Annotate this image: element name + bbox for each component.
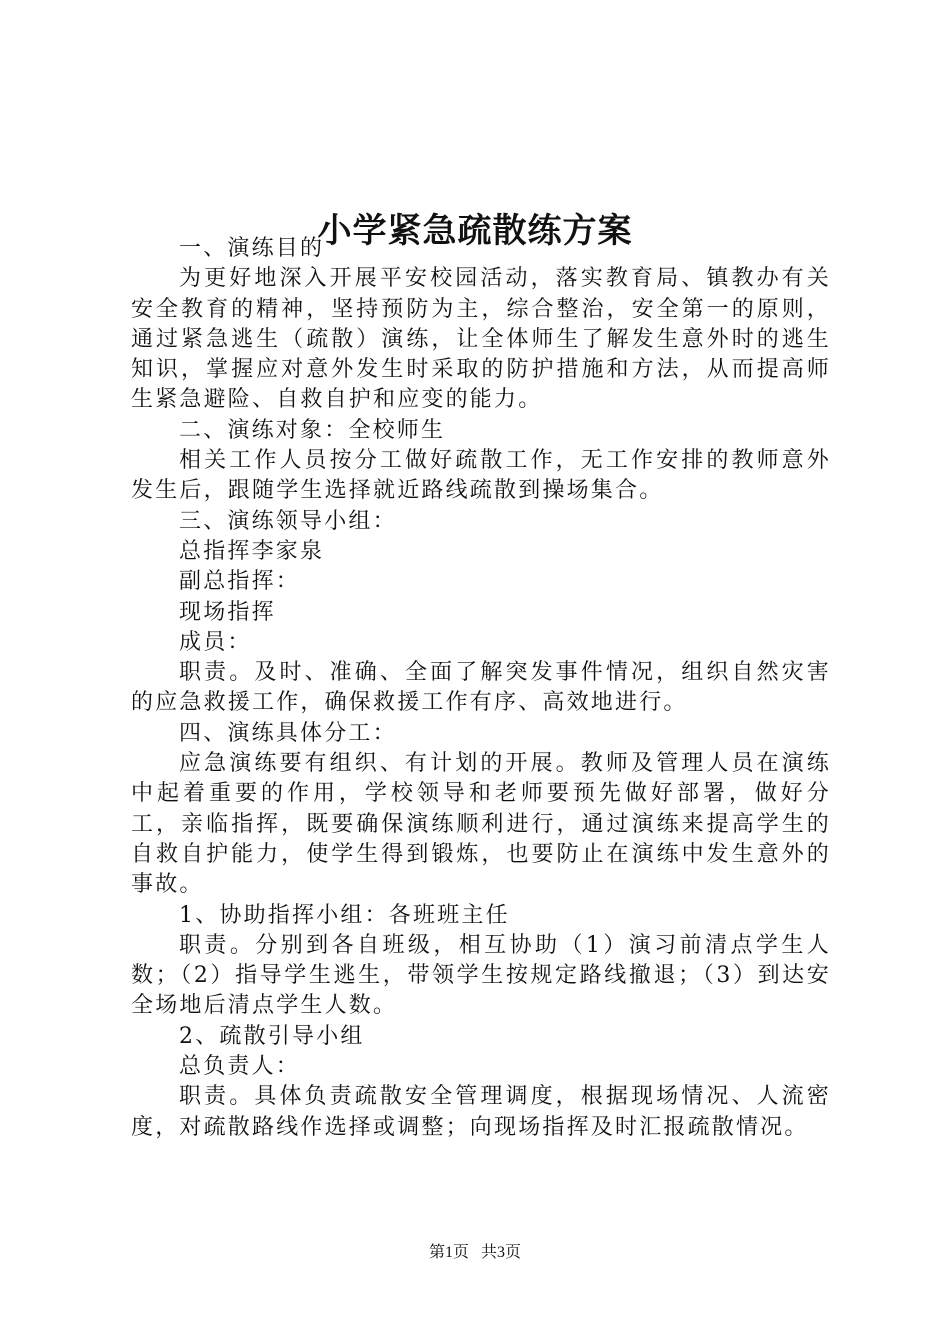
page-title: 小学紧急疏散练方案 [317, 210, 633, 251]
section-heading-leadership: 三、演练领导小组： [179, 508, 397, 534]
guide-lead: 总负责人： [179, 1054, 301, 1080]
leadership-deputy: 副总指挥： [179, 569, 301, 595]
paragraph-leadership-duty: 职责。及时、准确、全面了解突发事件情况，组织自然灾害的应急救援工作，确保救援工作有序、高效地进行。 [131, 660, 831, 716]
page-number: 第1页 [428, 1244, 469, 1261]
subsection-heading-guide: 2、疏散引导小组 [179, 1023, 365, 1049]
paragraph-audience: 相关工作人员按分工做好疏散工作，无工作安排的教师意外发生后，跟随学生选择就近路线疏散到操场集合。 [131, 448, 831, 504]
page-total: 共3页 [481, 1244, 522, 1261]
paragraph-guide-duty: 职责。具体负责疏散安全管理调度，根据现场情况、人流密度，对疏散路线作选择或调整；向现场指挥及时汇报疏散情况。 [131, 1084, 831, 1140]
paragraph-purpose: 为更好地深入开展平安校园活动，落实教育局、镇教办有关安全教育的精神，坚持预防为主，综合整治，安全第一的原则，通过紧急逃生（疏散）演练，让全体师生了解发生意外时的逃生知识，掌握应对意外发生时采取的防护措施和方法，从而提高师生紧急避险、自救自护和应变的能力。 [131, 266, 831, 413]
section-heading-division: 四、演练具体分工： [179, 720, 397, 746]
paragraph-division: 应急演练要有组织、有计划的开展。教师及管理人员在演练中起着重要的作用，学校领导和老师要预先做好部署，做好分工，亲临指挥，既要确保演练顺利进行，通过演练来提高学生的自救自护能力，使学生得到锻炼，也要防止在演练中发生意外的事故。 [131, 751, 831, 898]
paragraph-assist-duty: 职责。分别到各自班级，相互协助（1）演习前清点学生人数；（2）指导学生逃生，带领学生按规定路线撤退；（3）到达安全场地后清点学生人数。 [131, 932, 831, 1019]
leadership-field-commander: 现场指挥 [179, 599, 276, 625]
leadership-members: 成员： [179, 629, 252, 655]
section-heading-purpose: 一、演练目的 [179, 236, 325, 261]
subsection-heading-assist: 1、协助指挥小组：各班班主任 [179, 902, 510, 928]
leadership-commander: 总指挥李家泉 [179, 538, 325, 564]
document-body [131, 234, 831, 1143]
section-heading-audience: 二、演练对象：全校师生 [179, 417, 446, 443]
page-footer [0, 1242, 950, 1264]
